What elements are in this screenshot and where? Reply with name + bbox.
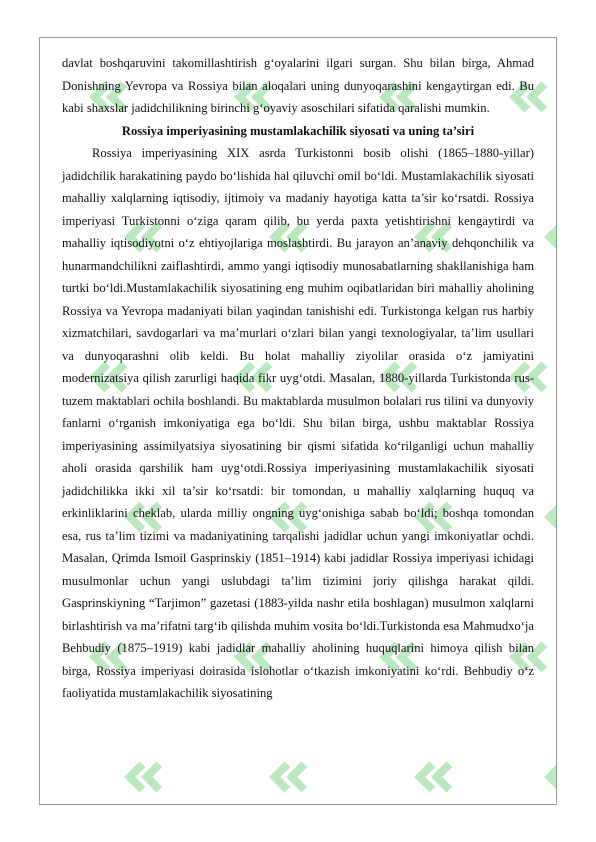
paragraph-main: Rossiya imperiyasining XIX asrda Turkistonni bosib olishi (1865–1880-yillar) jadidchilik harakatining paydo bo‘lishida hal qiluvchi omil bo‘ldi. Mustamlakachilik siyosati mahalliy xalqlarning iqtisodiy, ijtimoiy va madaniy hayotiga katta ta’sir ko‘rsatdi. Rossiya imperiyasi Turkistonni o‘ziga qaram qilib, bu yerda paxta yetishtirishni kengaytirdi va mahalliy iqtisodiyotni o‘z ehtiyojlariga moslashtirdi. Bu jarayon an’anaviy dehqonchilik va hunarmandchilikni zaiflashtirdi, ammo yangi iqtisodiy munosabatlarning shakllanishiga ham turtki bo‘ldi.Mustamlakachilik siyosatining eng muhim oqibatlaridan biri mahalliy aholining Rossiya va Yevropa madaniyati bilan yaqindan tanishishi edi. Turkistonga kelgan rus harbiy xizmatchilari, savdogarlari va ma’murlari o‘zlari bilan yangi texnologiyalar, ta’lim usullari va dunyoqarashni olib keldi. Bu holat mahalliy ziyolilar orasida o‘z jamiyatini modernizatsiya qilish zarurligi haqida fikr uyg‘otdi. Masalan, 1880-yillarda Turkistonda rus-tuzem maktablari ochila boshlandi. Bu maktablarda musulmon bolalari rus tilini va dunyoviy fanlarni o‘rganish imkoniyatiga ega bo‘ldi. Shu bilan birga, ushbu maktablar Rossiya imperiyasining assimilyatsiya siyosatining bir qismi sifatida ko‘rilganligi uchun mahalliy aholi orasida qarshilik ham uyg‘otdi.Rossiya imperiyasining mustamlakachilik siyosati jadidchilikka ikki xil ta’sir ko‘rsatdi: bir tomondan, u mahalliy xalqlarning huquq va erkinliklarini cheklab, ularda milliy ongning uyg‘onishiga sabab bo‘ldi; boshqa tomondan esa, rus ta’lim tizimi va madaniyatining tarqalishi jadidlar uchun yangi imkoniyatlar ochdi. Masalan, Qrimda Ismoil Gasprinskiy (1851–1914) kabi jadidlar Rossiya imperiyasi ichidagi musulmonlar uchun yangi uslubdagi ta’lim tizimini joriy qilishga harakat qildi. Gasprinskiyning “Tarjimon” gazetasi (1883-yilda nashr etila boshlagan) musulmon xalqlarni birlashtirish va ma’rifatni targ‘ib qilishda muhim vosita bo‘ldi.Turkistonda esa Mahmudxo‘ja Behbudiy (1875–1919) kabi jadidlar mahalliy aholining huquqlarini himoya qilish bilan birga, Rossiya imperiyasi doirasida islohotlar o‘tkazish imkoniyatini ko‘rdi. Behbudiy o‘z faoliyatida mustamlakachilik siyosatining (62, 146, 534, 700)
document-body (62, 52, 534, 705)
section-heading: Rossiya imperiyasining mustamlakachilik siyosati va uning ta’siri (121, 123, 475, 138)
paragraph-intro: davlat boshqaruvini takomillashtirish g‘oyalarini ilgari surgan. Shu bilan birga, Ahmad Donishning Yevropa va Rossiya bilan aloqalari uning dunyoqarashini kengaytirgan edi. Bu kabi shaxslar jadidchilikning birinchi g‘oyaviy asoschilari sifatida qaralishi mumkin. (62, 56, 534, 115)
